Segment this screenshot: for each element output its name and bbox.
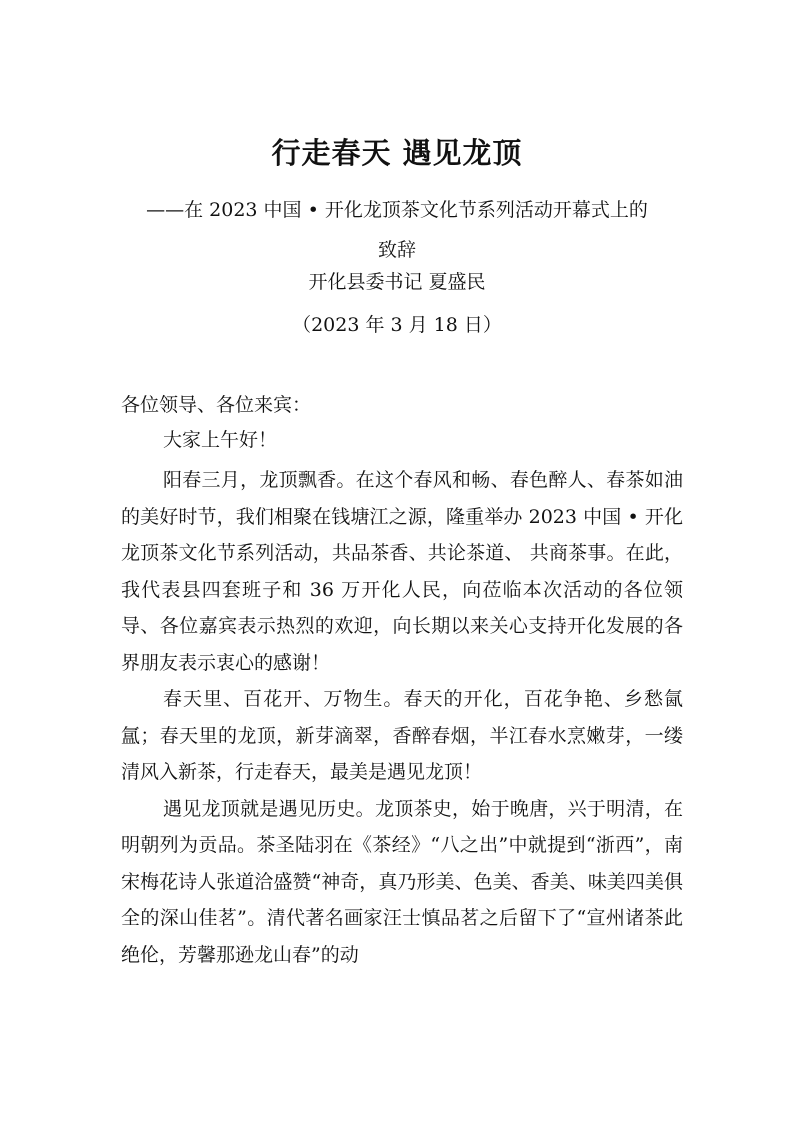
paragraph: 遇见龙顶就是遇见历史。龙顶茶史，始于晚唐，兴于明清，在明朝列为贡品。茶圣陆羽在《茶经》“八之出”中就提到“浙西”，南宋梅花诗人张道洽盛赞“神奇，真乃形美、色美、香美、味美四美俱全的深山佳茗”。清代著名画家汪士慎品茗之后留下了“宣州诸茶此绝伦，芳馨那逊龙山春”的动 [121, 797, 683, 966]
paragraph: 阳春三月，龙顶飘香。在这个春风和畅、春色醉人、春茶如油的美好时节，我们相聚在钱塘江之源，隆重举办 2023 中国 • 开化龙顶茶文化节系列活动，共品茶香、共论茶道、 共商茶事。在此，我代表县四套班子和 36 万开化人民，向莅临本次活动的各位领导、各位嘉宾表示热烈的欢迎，向长期以来关心支持开化发展的各界朋友表示衷心的感谢！ [121, 469, 683, 674]
greeting: 大家上午好！ [163, 429, 278, 451]
subtitle-line-2: 致辞 [377, 239, 416, 261]
salutation: 各位领导、各位来宾： [121, 394, 312, 416]
author-line: 开化县委书记 夏盛民 [308, 271, 486, 293]
date-line: （2023 年 3 月 18 日） [292, 314, 502, 336]
paragraph: 春天里、百花开、万物生。春天的开化，百花争艳、乡愁氤氲；春天里的龙顶，新芽滴翠，香醉春烟，半江春水烹嫩芽，一缕清风入新茶，行走春天，最美是遇见龙顶！ [121, 688, 683, 783]
subtitle-line-1: ——在 2023 中国 • 开化龙顶茶文化节系列活动开幕式上的 [146, 199, 648, 221]
document-title: 行走春天 遇见龙顶 [271, 136, 523, 170]
body-text [121, 462, 683, 973]
